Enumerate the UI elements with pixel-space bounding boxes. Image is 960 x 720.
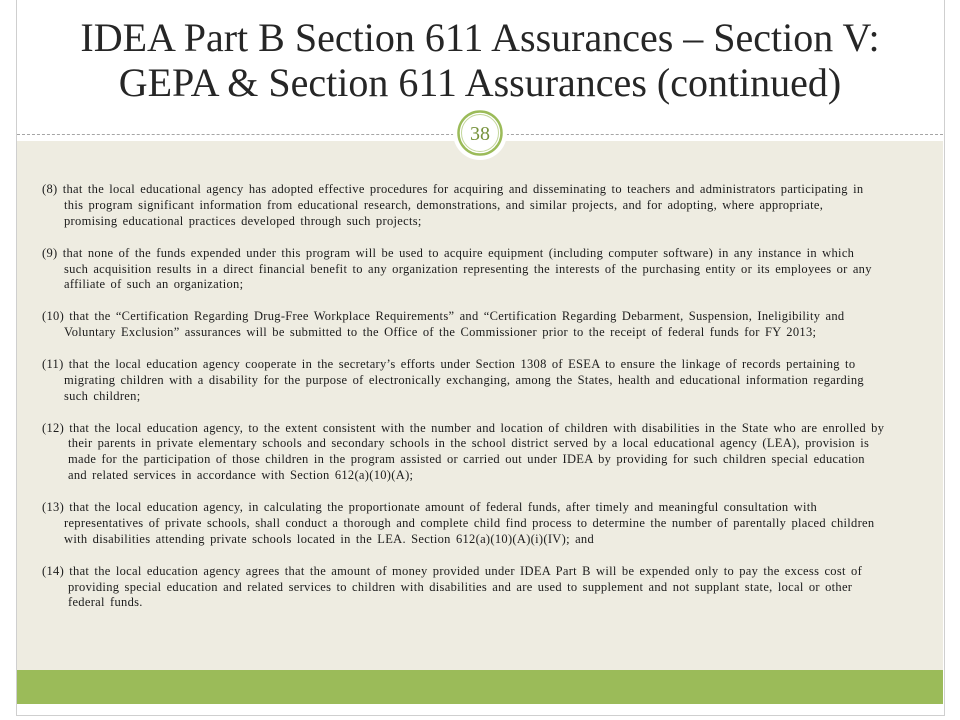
- slide-number-badge: [450, 103, 510, 163]
- assurance-item-12: [42, 421, 884, 485]
- footer-accent-bar: [17, 670, 943, 704]
- title-line-2: GEPA & Section 611 Assurances (continued): [118, 60, 842, 105]
- assurance-line: federal funds.: [68, 595, 143, 610]
- assurance-line: such acquisition results in a direct financial benefit to any organization representing the interests of the purchasing entity or its employees or any: [64, 261, 872, 276]
- assurance-line: such children;: [64, 388, 141, 403]
- assurance-line: promising educational practices developed through such projects;: [64, 213, 422, 228]
- assurance-line: (13) that the local education agency, in calculating the proportionate amount of federal funds, after timely and meaningful consultation with: [42, 500, 818, 515]
- assurance-line: providing special education and related services to children with disabilities and are used to supplement and not supplant state, local or other: [68, 579, 853, 594]
- assurance-line: (8) that the local educational agency has adopted effective procedures for acquiring and disseminating to teachers and administrators participating in: [42, 182, 864, 196]
- assurance-item-10: [42, 309, 884, 341]
- assurance-line: affiliate of such an organization;: [64, 277, 244, 292]
- assurance-line: this program significant information from educational research, demonstrations, and similar projects, and for adopting, where appropriate,: [64, 197, 824, 212]
- assurance-line: and related services in accordance with Section 612(a)(10)(A);: [68, 468, 414, 483]
- assurance-line: representatives of private schools, shall conduct a thorough and complete child find process to determine the number of parentally placed children: [64, 515, 875, 530]
- assurance-item-11: [42, 357, 884, 405]
- slide-number: 38: [470, 123, 490, 145]
- assurance-line: with disabilities attending private schools located in the LEA. Section 612(a)(10)(A)(i)(IV); and: [64, 531, 595, 546]
- slide-title: [16, 15, 944, 105]
- assurance-list: [42, 182, 884, 627]
- assurance-line: (10) that the “Certification Regarding Drug-Free Workplace Requirements” and “Certification Regarding Debarment, Suspension, Ineligibility and: [42, 309, 845, 324]
- assurance-line: migrating children with a disability for the purpose of electronically exchanging, among the States, health and educational information regarding: [64, 372, 864, 387]
- assurance-item-13: [42, 500, 884, 548]
- assurance-line: Voluntary Exclusion” assurances will be submitted to the Office of the Commissioner prior to the receipt of federal funds for FY 2013;: [64, 325, 817, 340]
- assurance-item-14: [42, 564, 884, 612]
- assurance-line: (11) that the local education agency cooperate in the secretary’s efforts under Section 1308 of ESEA to ensure the linkage of records pertaining to: [42, 356, 856, 371]
- title-line-1: IDEA Part B Section 611 Assurances – Section V:: [80, 15, 880, 60]
- assurance-line: (14) that the local education agency agrees that the amount of money provided under IDEA Part B will be expended only to pay the excess cost of: [42, 563, 863, 578]
- assurance-item-9: [42, 246, 884, 294]
- assurance-line: made for the participation of those children in the program assisted or carried out under IDEA by providing for such children special education: [68, 452, 865, 467]
- assurance-line: (12) that the local education agency, to the extent consistent with the number and location of children with disabilities in the State who are enrolled by: [42, 420, 885, 435]
- assurance-line: their parents in private elementary schools and secondary schools in the school district served by a local educational agency (LEA), provision is: [68, 436, 870, 451]
- assurance-line: (9) that none of the funds expended under this program will be used to acquire equipment (including computer software) in any instance in which: [42, 245, 855, 260]
- assurance-item-8: [42, 182, 884, 230]
